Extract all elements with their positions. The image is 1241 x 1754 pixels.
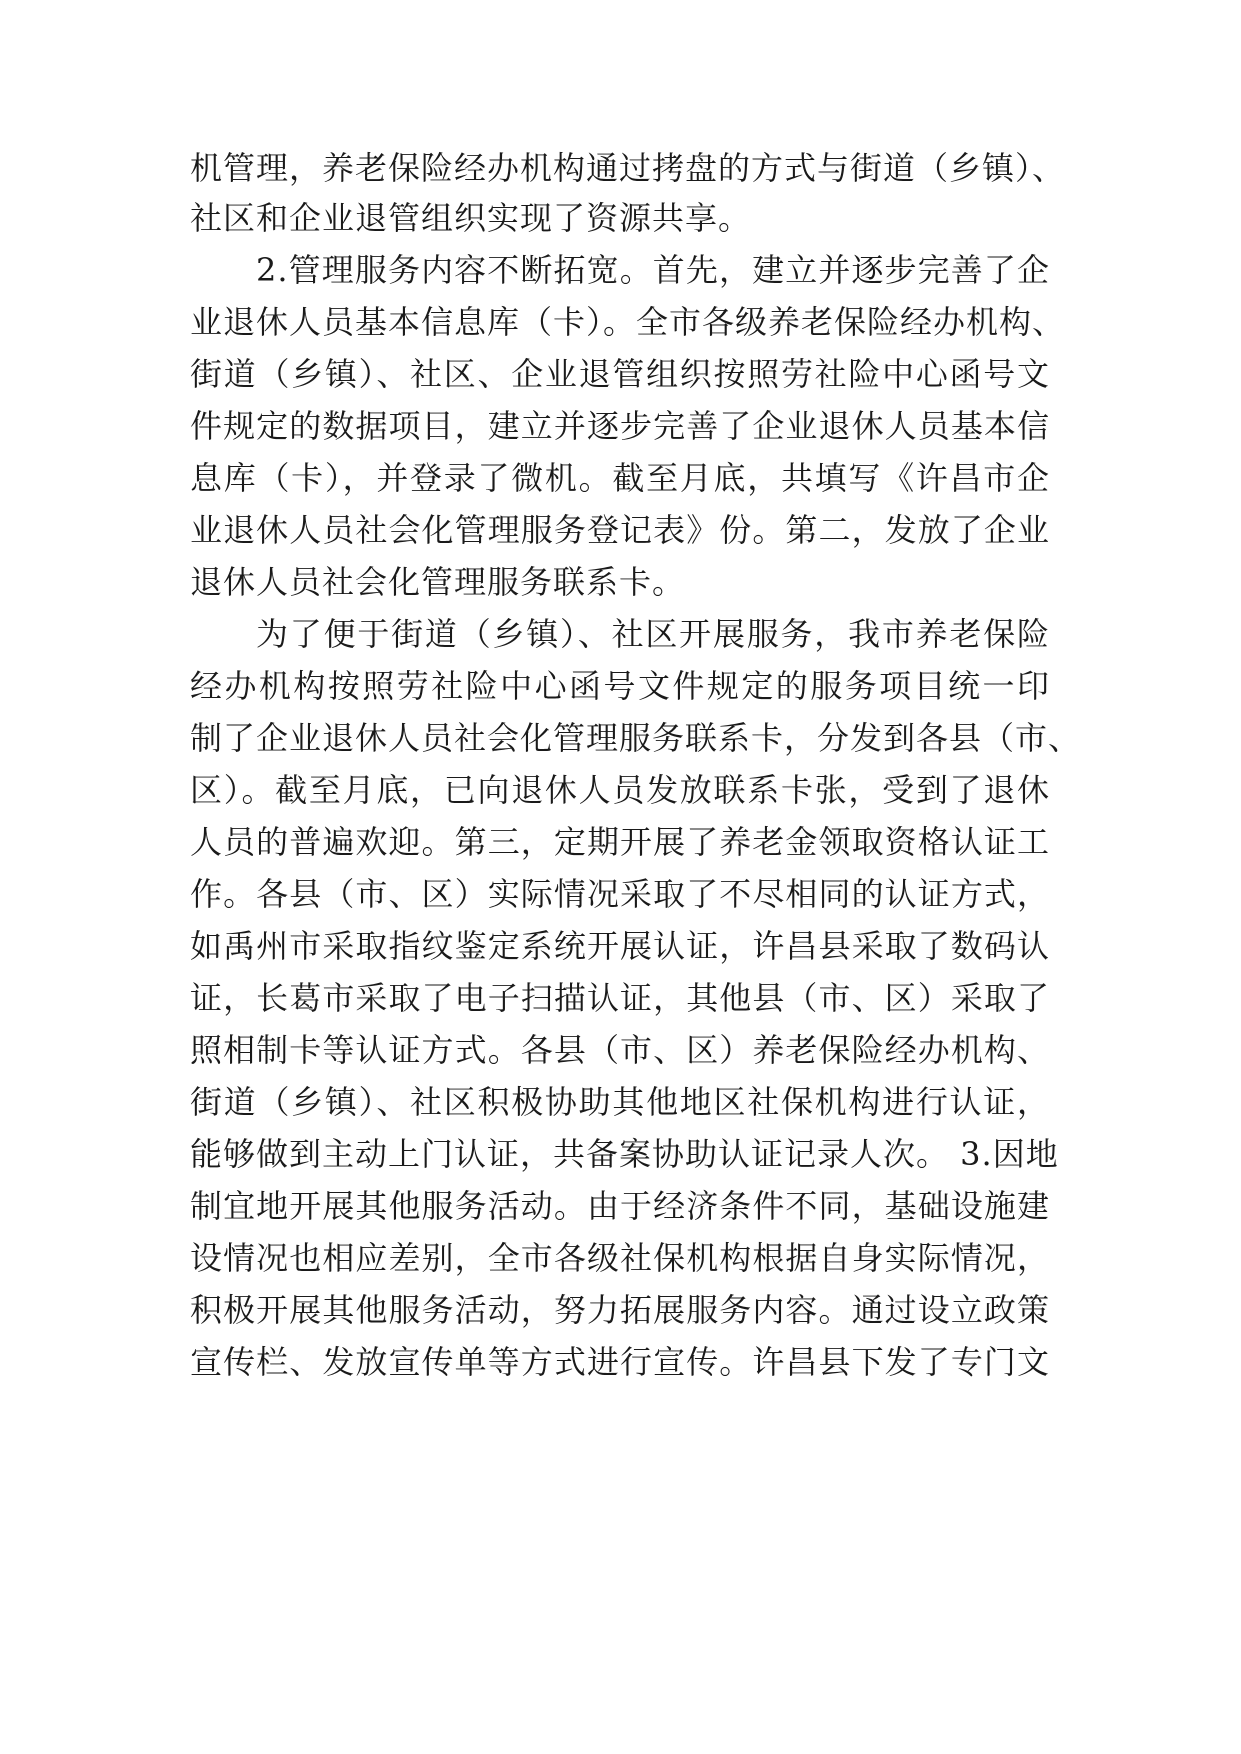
text-line: 人员的普遍欢迎。第三，定期开展了养老金领取资格认证工 [190, 823, 1050, 861]
text-line: 社区和企业退管组织实现了资源共享。 [190, 199, 752, 237]
text-line: 机管理，养老保险经办机构通过拷盘的方式与街道（乡镇）、 [190, 149, 1066, 187]
text-line: 经办机构按照劳社险中心函号文件规定的服务项目统一印 [190, 667, 1050, 705]
text-line: 如禹州市采取指纹鉴定系统开展认证，许昌县采取了数码认 [190, 927, 1050, 965]
text-line: 业退休人员社会化管理服务登记表》份。第二，发放了企业 [190, 511, 1050, 549]
text-line: 息库（卡），并登录了微机。截至月底，共填写《许昌市企 [190, 459, 1050, 497]
text-line: 业退休人员基本信息库（卡）。全市各级养老保险经办机构、 [190, 303, 1066, 341]
text-line: 街道（乡镇）、社区、企业退管组织按照劳社险中心函号文 [190, 355, 1050, 393]
text-line: 设情况也相应差别，全市各级社保机构根据自身实际情况， [190, 1239, 1050, 1277]
text-line: 退休人员社会化管理服务联系卡。 [190, 563, 686, 601]
text-line: 为了便于街道（乡镇）、社区开展服务，我市养老保险 [256, 615, 1050, 653]
text-line: 证，长葛市采取了电子扫描认证，其他县（市、区）采取了 [190, 979, 1050, 1017]
text-line: 能够做到主动上门认证，共备案协助认证记录人次。 3.因地 [190, 1135, 1059, 1173]
text-line: 2.管理服务内容不断拓宽。首先，建立并逐步完善了企 [256, 251, 1050, 289]
text-line: 街道（乡镇）、社区积极协助其他地区社保机构进行认证， [190, 1083, 1050, 1121]
text-line: 照相制卡等认证方式。各县（市、区）养老保险经办机构、 [190, 1031, 1050, 1069]
text-line: 宣传栏、发放宣传单等方式进行宣传。许昌县下发了专门文 [190, 1343, 1050, 1381]
text-line: 制宜地开展其他服务活动。由于经济条件不同，基础设施建 [190, 1187, 1050, 1225]
text-line: 件规定的数据项目，建立并逐步完善了企业退休人员基本信 [190, 407, 1050, 445]
text-line: 作。各县（市、区）实际情况采取了不尽相同的认证方式， [190, 875, 1050, 913]
text-line: 区）。截至月底，已向退休人员发放联系卡张，受到了退休 [190, 771, 1050, 809]
text-line: 制了企业退休人员社会化管理服务联系卡，分发到各县（市、 [190, 719, 1082, 757]
text-line: 积极开展其他服务活动，努力拓展服务内容。通过设立政策 [190, 1291, 1050, 1329]
